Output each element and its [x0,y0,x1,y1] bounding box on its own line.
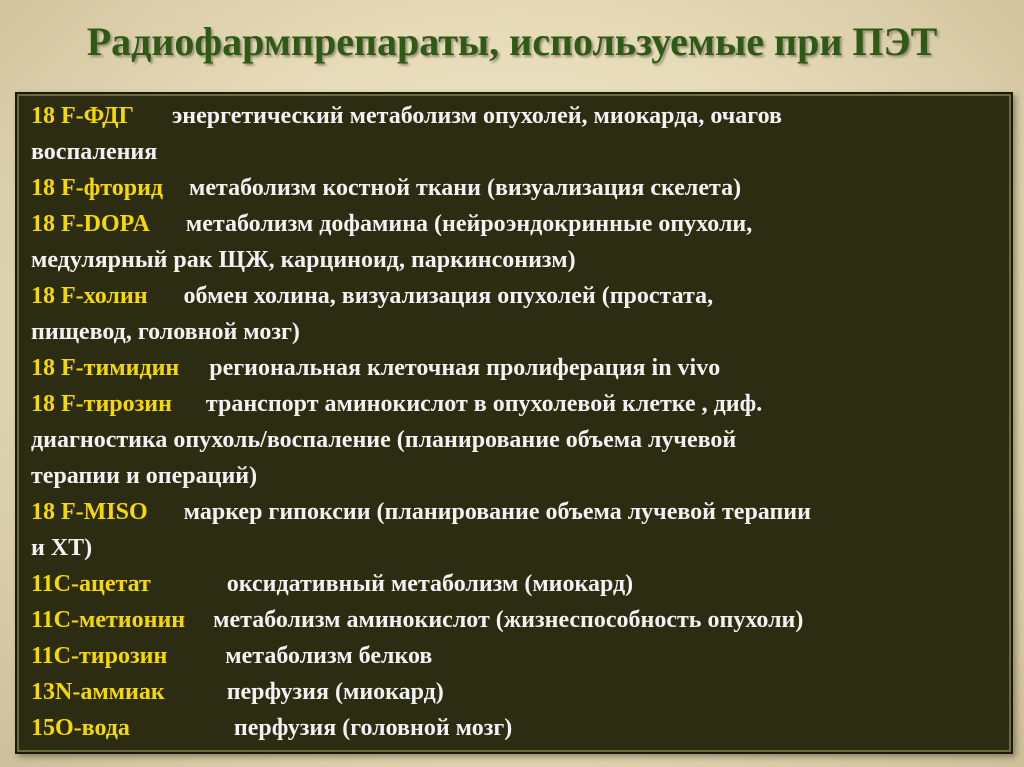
item-name: 11С-тирозин [31,643,168,669]
item-name: 18 F-холин [31,283,148,309]
item-description: терапии и операций) [31,463,258,489]
list-item-continuation [31,458,257,494]
list-item [31,638,432,674]
list-item [31,278,713,314]
item-description: метаболизм аминокислот (жизнеспособность опухоли) [213,607,804,633]
item-description: метаболизм белков [225,643,433,669]
item-description: воспаления [31,139,158,165]
item-name: 18 F-DOPA [31,211,150,237]
item-description: медулярный рак ЩЖ, карциноид, паркинсонизм) [31,247,576,273]
slide-title: Радиофармпрепараты, используемые при ПЭТ [86,19,938,64]
item-description: перфузия (головной мозг) [233,715,513,741]
item-description: транспорт аминокислот в опухолевой клетке , диф. [205,391,763,417]
list-item [31,602,803,638]
item-description: оксидативный метаболизм (миокард) [226,571,634,597]
item-name: 18 F-фторид [31,175,164,201]
item-description: и ХТ) [31,535,93,561]
list-item [31,710,512,746]
item-description: энергетический метаболизм опухолей, миокарда, очагов [171,103,782,129]
item-description: диагностика опухоль/воспаление (планирование объема лучевой [31,427,737,453]
list-item [31,566,633,602]
list-item [31,494,811,530]
list-item [31,674,444,710]
list-item [31,170,741,206]
list-item [31,350,720,386]
list-item-continuation [31,530,92,566]
item-name: 11С-метионин [31,607,186,633]
content-panel [15,92,1013,754]
item-description: метаболизм костной ткани (визуализация скелета) [189,175,742,201]
item-name: 13N-аммиак [31,679,165,705]
item-description: региональная клеточная пролиферация in vivo [209,355,721,381]
item-name: 11С-ацетат [31,571,151,597]
item-description: маркер гипоксии (планирование объема лучевой терапии [183,499,811,525]
item-name: 18 F-тимидин [31,355,180,381]
item-name: 15О-вода [31,715,130,741]
list-item-continuation [31,422,736,458]
list-item [31,98,782,134]
list-item [31,386,762,422]
list-item-continuation [31,242,576,278]
item-name: 18 F-MISO [31,499,148,525]
item-description: метаболизм дофамина (нейроэндокринные опухоли, [185,211,753,237]
list-item [31,206,752,242]
item-description: обмен холина, визуализация опухолей (простата, [183,283,714,309]
list-item-continuation [31,314,300,350]
item-name: 18 F-тирозин [31,391,172,417]
item-name: 18 F-ФДГ [31,103,134,129]
item-description: перфузия (миокард) [226,679,444,705]
list-item-continuation [31,134,157,170]
item-description: пищевод, головной мозг) [31,319,300,345]
